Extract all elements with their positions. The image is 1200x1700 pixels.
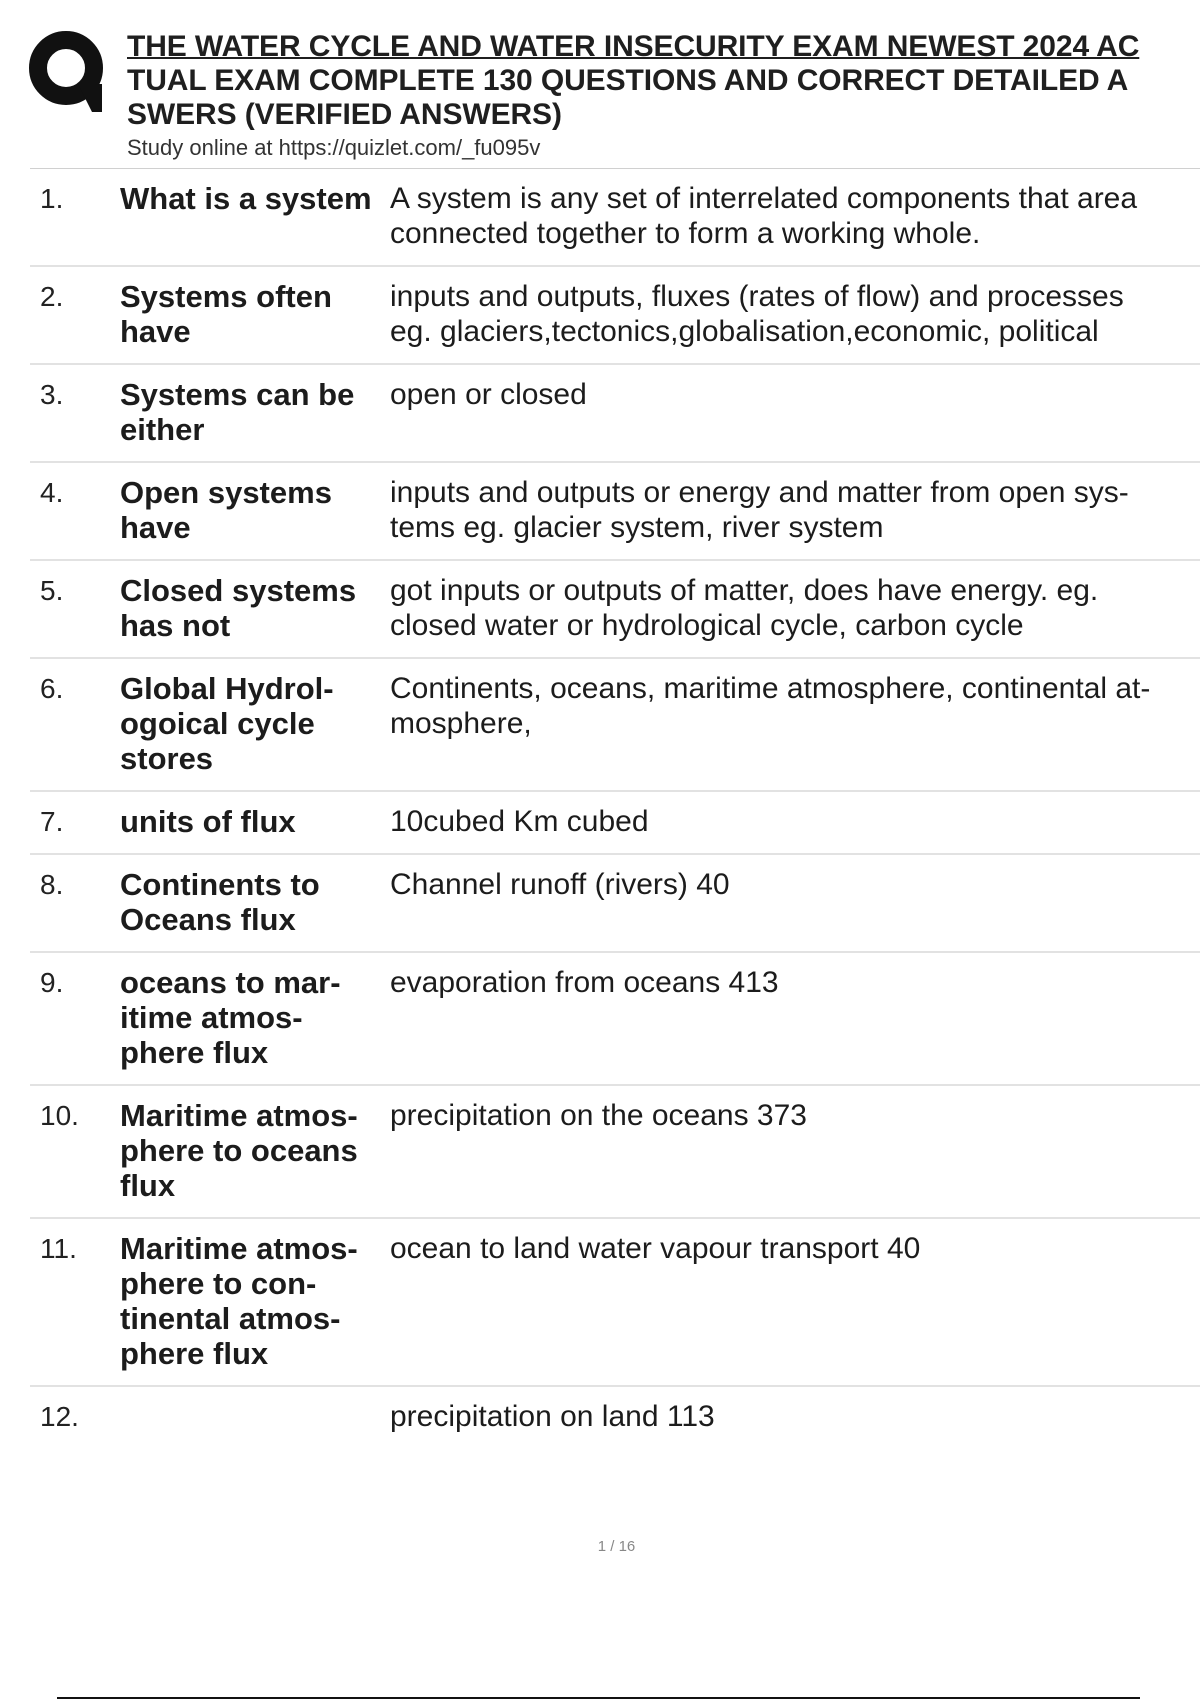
card-definition: inputs and outputs or energy and matter from open sys- tems eg. glacier system, river system xyxy=(390,476,1129,544)
card-term: Continents to Oceans flux xyxy=(120,867,320,937)
card-definition: Channel runoff (rivers) 40 xyxy=(390,868,730,901)
study-online-link[interactable]: Study online at https://quizlet.com/_fu095v xyxy=(127,135,541,160)
card-term xyxy=(120,1399,390,1434)
card-definition: got inputs or outputs of matter, does have energy. eg. closed water or hydrological cycle, carbon cycle xyxy=(390,574,1099,642)
flashcard-row xyxy=(30,855,1200,953)
card-term: Global Hydrol- ogoical cycle stores xyxy=(120,671,334,776)
card-number: 3. xyxy=(40,379,64,410)
card-number: 2. xyxy=(40,281,64,312)
flashcard-row xyxy=(30,953,1200,1086)
card-number: 9. xyxy=(40,967,64,998)
card-definition: A system is any set of interrelated components that area connected together to form a working whole. xyxy=(390,182,1138,250)
card-number: 7. xyxy=(40,806,64,837)
document-header xyxy=(127,30,1200,162)
card-definition: Continents, oceans, maritime atmosphere, continental at- mosphere, xyxy=(390,672,1151,740)
bottom-divider xyxy=(57,1697,1140,1699)
flashcard-row xyxy=(30,561,1200,659)
card-definition: ocean to land water vapour transport 40 xyxy=(390,1232,921,1265)
flashcard-row xyxy=(30,463,1200,561)
flashcard-row xyxy=(30,792,1200,855)
card-number: 12. xyxy=(40,1401,79,1432)
card-term: Maritime atmos- phere to con- tinental atmos- phere flux xyxy=(120,1231,358,1371)
page-number: 1 / 16 xyxy=(597,1538,636,1555)
card-definition: open or closed xyxy=(390,378,587,411)
card-number: 8. xyxy=(40,869,64,900)
card-number: 10. xyxy=(40,1100,79,1131)
card-number: 6. xyxy=(40,673,64,704)
card-term: Systems often have xyxy=(120,279,332,349)
flashcard-row xyxy=(30,365,1200,463)
card-term: Closed systems has not xyxy=(120,573,357,643)
flashcard-row xyxy=(30,1086,1200,1219)
title-line-2: TUAL EXAM COMPLETE 130 QUESTIONS AND CORRECT DETAILED A xyxy=(127,64,1129,97)
card-term: units of flux xyxy=(120,804,296,839)
quizlet-q-logo-icon xyxy=(28,28,110,114)
card-term: What is a system xyxy=(120,181,372,216)
card-definition: precipitation on the oceans 373 xyxy=(390,1099,807,1132)
card-definition: evaporation from oceans 413 xyxy=(390,966,779,999)
card-definition: precipitation on land 113 xyxy=(390,1400,715,1433)
flashcard-row xyxy=(30,169,1200,267)
card-term: Systems can be either xyxy=(120,377,355,447)
card-number: 11. xyxy=(40,1233,77,1264)
card-term: Maritime atmos- phere to oceans flux xyxy=(120,1098,358,1203)
flashcard-list xyxy=(30,169,1200,1448)
title-line-1: THE WATER CYCLE AND WATER INSECURITY EXAM NEWEST 2024 AC xyxy=(127,30,1140,63)
card-number: 5. xyxy=(40,575,64,606)
flashcard-row xyxy=(30,267,1200,365)
card-definition: 10cubed Km cubed xyxy=(390,805,649,838)
card-term: Open systems have xyxy=(120,475,332,545)
card-number: 1. xyxy=(40,183,64,214)
card-number: 4. xyxy=(40,477,64,508)
card-definition: inputs and outputs, fluxes (rates of flow) and processes eg. glaciers,tectonics,globalisation,economic, political xyxy=(390,280,1124,348)
title-line-3: SWERS (VERIFIED ANSWERS) xyxy=(127,98,562,131)
flashcard-row xyxy=(30,1387,1200,1448)
card-term: oceans to mar- itime atmos- phere flux xyxy=(120,965,341,1070)
flashcard-row xyxy=(30,1219,1200,1387)
flashcard-row xyxy=(30,659,1200,792)
